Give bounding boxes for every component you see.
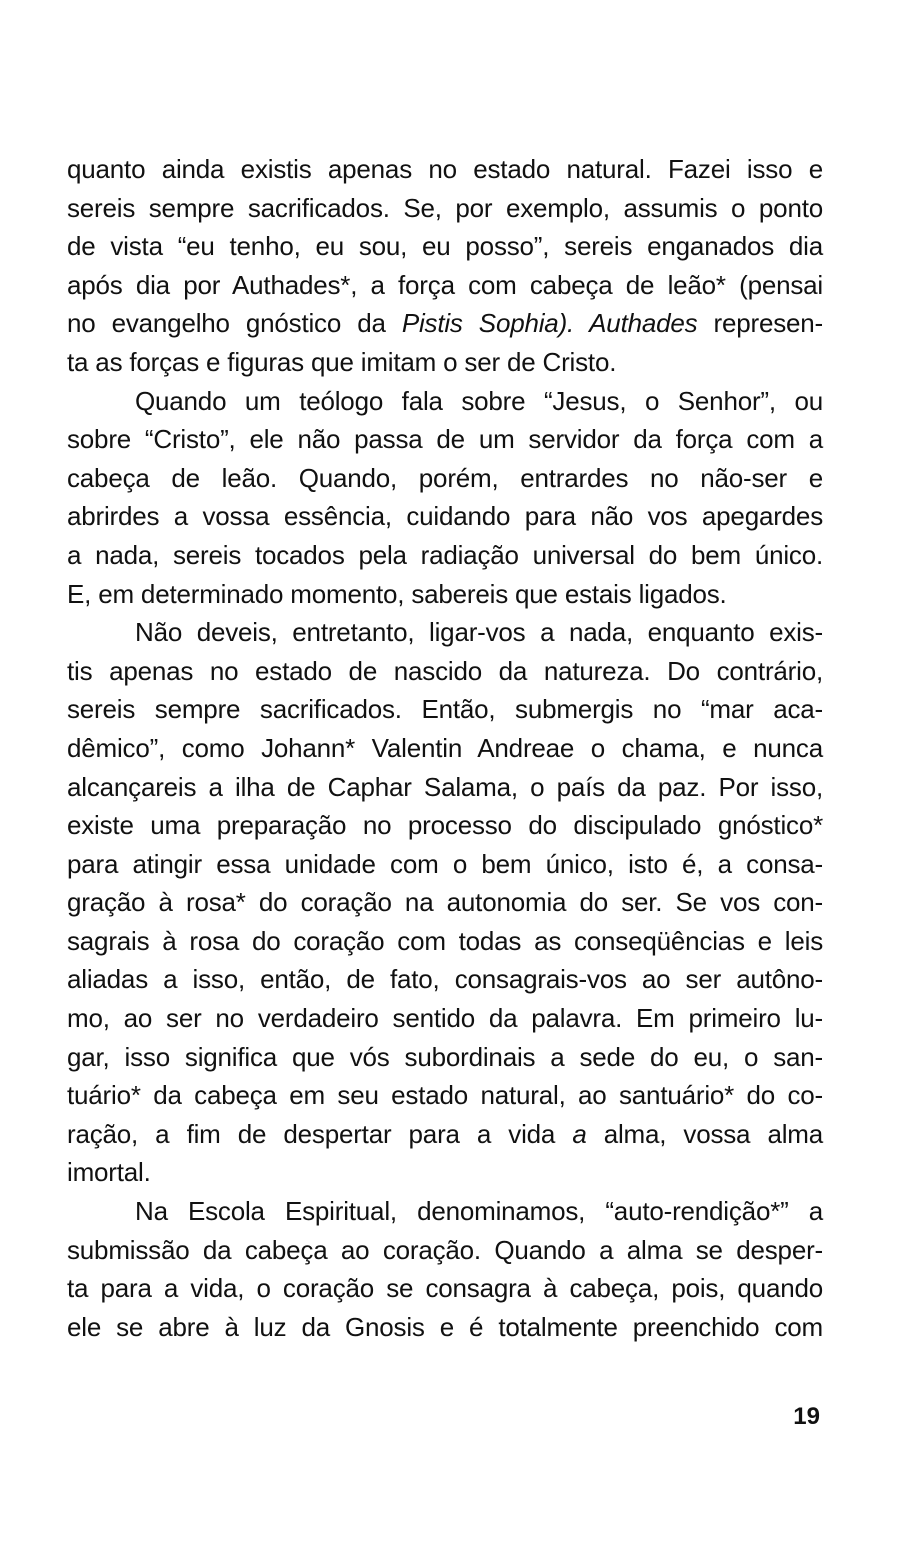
text-line: Na Escola Espiritual, denominamos, “auto-rendição*” a — [135, 1196, 823, 1227]
text-line: aliadas a isso, então, de fato, consagrais-vos ao ser autôno- — [67, 964, 823, 995]
text-line: para atingir essa unidade com o bem único, isto é, a consa- — [67, 848, 823, 879]
text-line: existe uma preparação no processo do discipulado gnóstico* — [67, 810, 823, 841]
italic-text: a — [572, 1118, 587, 1149]
text-line: tis apenas no estado de nascido da natureza. Do contrário, — [67, 655, 823, 686]
text-line: tuário* da cabeça em seu estado natural, ao santuário* do co- — [67, 1080, 823, 1111]
italic-text: Pistis Sophia). Authades — [401, 308, 698, 339]
paragraph — [67, 613, 823, 1192]
text-line: gração à rosa* do coração na autonomia do ser. Se vos con- — [67, 887, 823, 918]
body-text — [67, 150, 823, 1346]
text-segment: ração, a fim de despertar para a vida — [67, 1118, 573, 1149]
text-line: cabeça de leão. Quando, porém, entrardes no não-ser e — [67, 462, 823, 493]
text-line: gar, isso significa que vós subordinais a sede do eu, o san- — [67, 1041, 823, 1072]
paragraph — [67, 150, 823, 382]
text-line: após dia por Authades*, a força com cabeça de leão* (pensai — [67, 269, 823, 300]
text-line: E, em determinado momento, sabereis que estais ligados. — [67, 578, 727, 609]
paragraph — [67, 1192, 823, 1346]
text-line: alcançareis a ilha de Caphar Salama, o país da paz. Por isso, — [67, 771, 823, 802]
text-segment: represen- — [697, 308, 823, 339]
text-line: abrirdes a vossa essência, cuidando para não vos apegardes — [67, 501, 823, 532]
text-line: sereis sempre sacrificados. Então, submergis no “mar aca- — [67, 694, 823, 725]
text-line: sagrais à rosa do coração com todas as conseqüências e leis — [67, 925, 823, 956]
text-segment: alma, vossa alma — [586, 1118, 823, 1149]
text-line: de vista “eu tenho, eu sou, eu posso”, sereis enganados dia — [67, 231, 823, 262]
text-line: ele se abre à luz da Gnosis e é totalmente preenchido com — [67, 1311, 823, 1342]
text-line — [67, 1115, 823, 1154]
text-line: ta as forças e figuras que imitam o ser de Cristo. — [67, 346, 617, 377]
text-line: dêmico”, como Johann* Valentin Andreae o chama, e nunca — [67, 732, 823, 763]
text-segment: no evangelho gnóstico da — [67, 308, 402, 339]
text-line: sereis sempre sacrificados. Se, por exemplo, assumis o ponto — [67, 192, 823, 223]
text-line: mo, ao ser no verdadeiro sentido da palavra. Em primeiro lu- — [67, 1003, 823, 1034]
text-line: Quando um teólogo fala sobre “Jesus, o Senhor”, ou — [135, 385, 823, 416]
page-number: 19 — [793, 1403, 820, 1430]
text-line: imortal. — [67, 1157, 151, 1188]
paragraph — [67, 382, 823, 614]
text-line: sobre “Cristo”, ele não passa de um servidor da força com a — [67, 424, 823, 455]
text-line: submissão da cabeça ao coração. Quando a alma se desper- — [67, 1234, 823, 1265]
text-line: quanto ainda existis apenas no estado natural. Fazei isso e — [67, 154, 823, 184]
text-line — [67, 304, 823, 343]
text-line: a nada, sereis tocados pela radiação universal do bem único. — [67, 539, 823, 570]
text-line: ta para a vida, o coração se consagra à cabeça, pois, quando — [67, 1273, 823, 1304]
text-line: Não deveis, entretanto, ligar-vos a nada, enquanto exis- — [135, 617, 823, 648]
